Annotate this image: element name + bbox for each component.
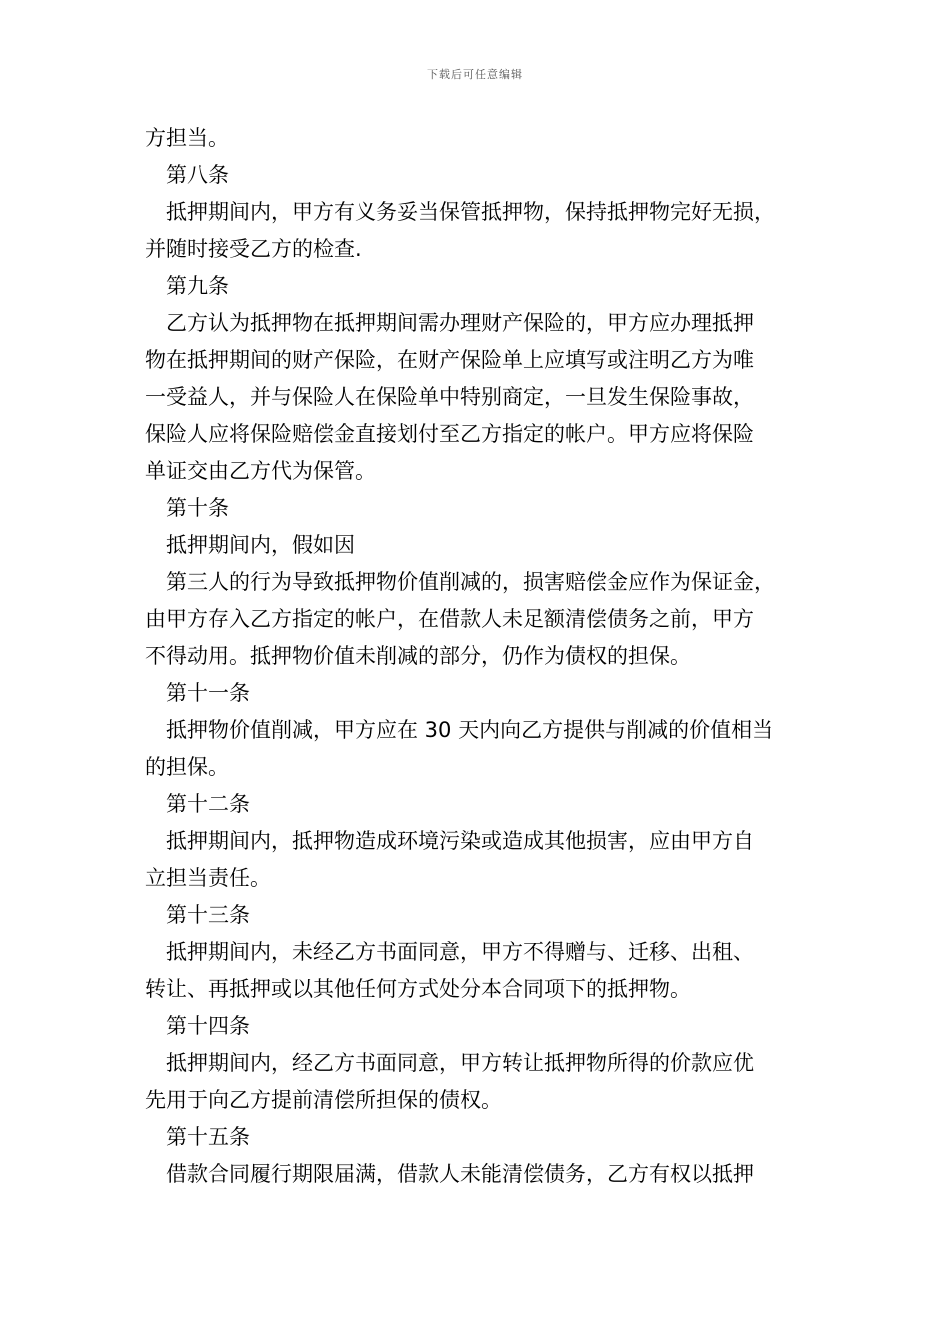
text-line: 保险人应将保险赔偿金直接划付至乙方指定的帐户。甲方应将保险 <box>145 422 754 446</box>
text-line: 借款合同履行期限届满，借款人未能清偿债务，乙方有权以抵押 <box>166 1162 754 1186</box>
text-line: 转让、再抵押或以其他任何方式处分本合同项下的抵押物。 <box>145 977 691 1001</box>
text-line: 一受益人，并与保险人在保险单中特别商定，一旦发生保险事故， <box>145 385 754 409</box>
text-line: 第九条 <box>166 274 229 298</box>
text-line: 第八条 <box>166 163 229 187</box>
text-line: 抵押期间内，未经乙方书面同意，甲方不得赠与、迁移、出租、 <box>166 940 754 964</box>
text-line: 的担保。 <box>145 755 229 779</box>
text-line: 并随时接受乙方的检查. <box>145 237 362 261</box>
text-line: 抵押期间内，假如因 <box>166 533 355 557</box>
text-line: 第十五条 <box>166 1125 250 1149</box>
text-line: 第十条 <box>166 496 229 520</box>
text-line: 乙方认为抵押物在抵押期间需办理财产保险的，甲方应办理抵押 <box>166 311 754 335</box>
text-line: 先用于向乙方提前清偿所担保的债权。 <box>145 1088 502 1112</box>
text-line: 抵押期间内，经乙方书面同意，甲方转让抵押物所得的价款应优 <box>166 1051 754 1075</box>
text-line: 立担当责任。 <box>145 866 271 890</box>
text-line: 第三人的行为导致抵押物价值削减的，损害赔偿金应作为保证金， <box>166 570 775 594</box>
text-line: 单证交由乙方代为保管。 <box>145 459 376 483</box>
text-line: 第十三条 <box>166 903 250 927</box>
text-line: 不得动用。抵押物价值未削减的部分，仍作为债权的担保。 <box>145 644 691 668</box>
text-line: 抵押物价值削减，甲方应在 30 天内向乙方提供与削减的价值相当 <box>166 718 774 742</box>
document-body <box>145 120 825 1193</box>
text-line: 第十一条 <box>166 681 250 705</box>
text-line: 由甲方存入乙方指定的帐户，在借款人未足额清偿债务之前，甲方 <box>145 607 754 631</box>
text-line: 第十二条 <box>166 792 250 816</box>
text-line: 抵押期间内，抵押物造成环境污染或造成其他损害，应由甲方自 <box>166 829 754 853</box>
page-header: 下载后可任意编辑 <box>427 68 523 81</box>
text-line: 方担当。 <box>145 126 229 150</box>
text-line: 物在抵押期间的财产保险，在财产保险单上应填写或注明乙方为唯 <box>145 348 754 372</box>
text-line: 抵押期间内，甲方有义务妥当保管抵押物，保持抵押物完好无损， <box>166 200 775 224</box>
text-line: 第十四条 <box>166 1014 250 1038</box>
